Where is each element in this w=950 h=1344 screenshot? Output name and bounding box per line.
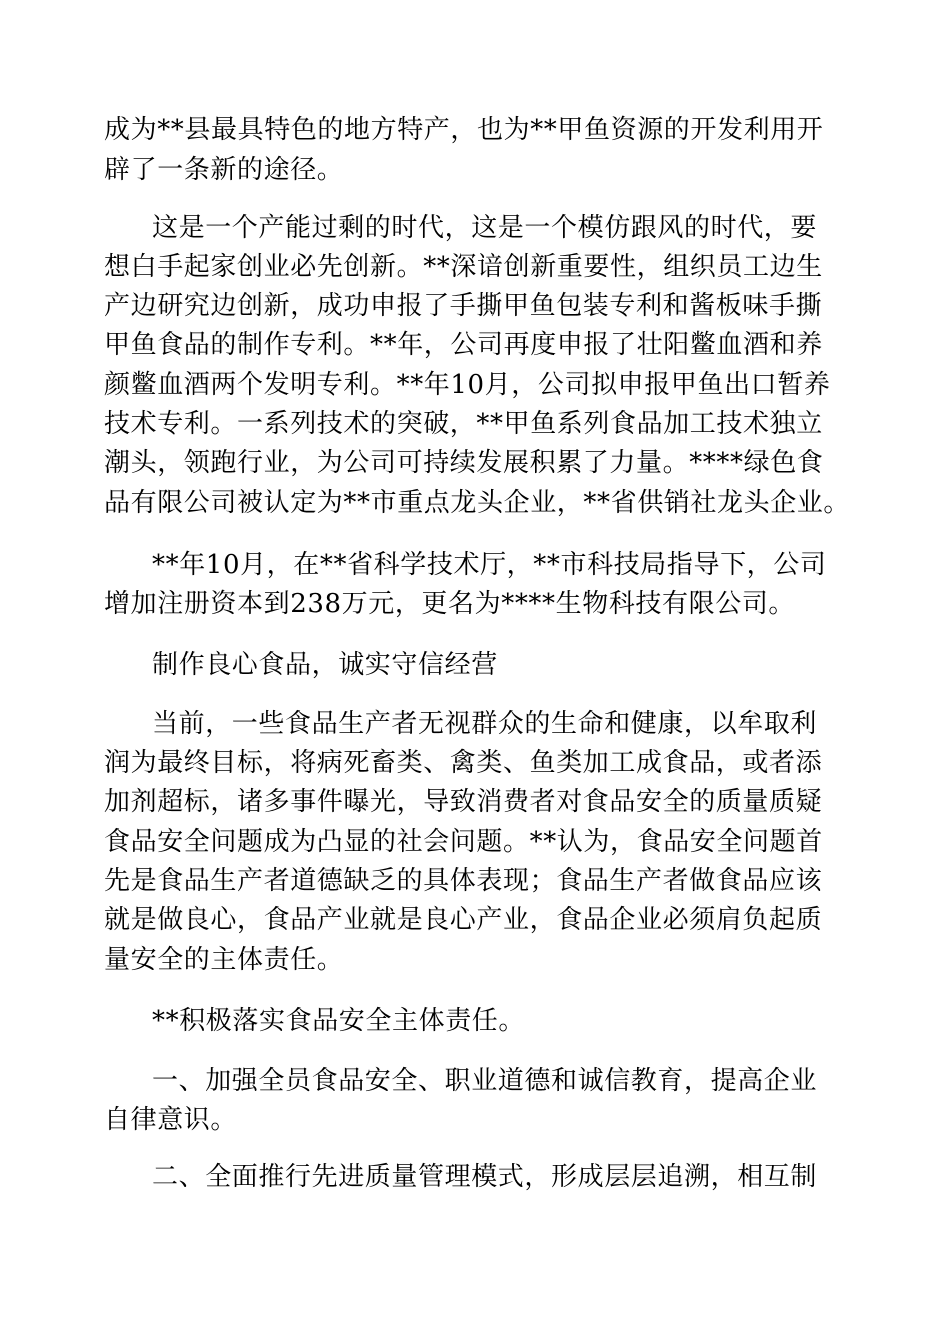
paragraph-3-line-2: 增加注册资本到238万元，更名为****生物科技有限公司。 (104, 589, 796, 619)
paragraph-7-line-1: 一、加强全员食品安全、职业道德和诚信教育，提高企业 (152, 1066, 818, 1096)
paragraph-2-line-3: 产边研究边创新，成功申报了手撕甲鱼包装专利和酱板味手撕 (104, 291, 823, 321)
paragraph-2-line-4: 甲鱼食品的制作专利。**年，公司再度申报了壮阳鳖血酒和养 (104, 330, 823, 360)
paragraph-1-line-1: 成为**县最具特色的地方特产，也为**甲鱼资源的开发利用开 (104, 115, 824, 145)
section-heading: 制作良心食品，诚实守信经营 (152, 650, 498, 680)
paragraph-6-line-1: **积极落实食品安全主体责任。 (152, 1006, 526, 1036)
paragraph-2-line-6: 技术专利。一系列技术的突破，**甲鱼系列食品加工技术独立 (104, 409, 823, 439)
paragraph-1-line-2: 辟了一条新的途径。 (104, 155, 344, 185)
paragraph-2-line-2: 想白手起家创业必先创新。**深谙创新重要性，组织员工边生 (104, 252, 823, 282)
paragraph-5-line-3: 加剂超标，诸多事件曝光，导致消费者对食品安全的质量质疑 (104, 787, 823, 817)
paragraph-5-line-6: 就是做良心，食品产业就是良心产业，食品企业必须肩负起质 (104, 905, 823, 935)
paragraph-8-line-1: 二、全面推行先进质量管理模式，形成层层追溯，相互制 (152, 1162, 818, 1192)
paragraph-2-line-1: 这是一个产能过剩的时代，这是一个模仿跟风的时代，要 (152, 213, 818, 243)
paragraph-2-line-8: 品有限公司被认定为**市重点龙头企业，**省供销社龙头企业。 (104, 488, 851, 518)
paragraph-5-line-2: 润为最终目标，将病死畜类、禽类、鱼类加工成食品，或者添 (104, 748, 823, 778)
paragraph-5-line-5: 先是食品生产者道德缺乏的具体表现；食品生产者做食品应该 (104, 866, 823, 896)
paragraph-7-line-2: 自律意识。 (104, 1105, 238, 1135)
paragraph-2-line-5: 颜鳖血酒两个发明专利。**年10月，公司拟申报甲鱼出口暂养 (104, 370, 831, 400)
paragraph-5-line-1: 当前，一些食品生产者无视群众的生命和健康，以牟取利 (152, 709, 818, 739)
paragraph-5-line-4: 食品安全问题成为凸显的社会问题。**认为，食品安全问题首 (104, 827, 823, 857)
paragraph-2-line-7: 潮头，领跑行业，为公司可持续发展积累了力量。****绿色食 (104, 448, 824, 478)
paragraph-5-line-7: 量安全的主体责任。 (104, 945, 344, 975)
paragraph-3-line-1: **年10月，在**省科学技术厅，**市科技局指导下，公司 (152, 550, 827, 580)
